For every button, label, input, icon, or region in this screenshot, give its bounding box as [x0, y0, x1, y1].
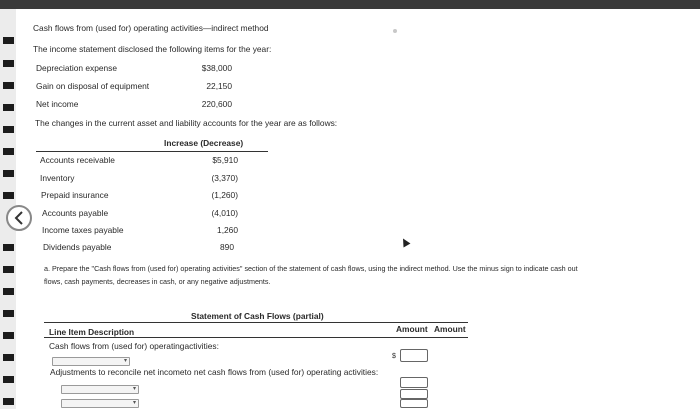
income-item-value: 220,600 — [201, 99, 232, 109]
changes-intro: The changes in the current asset and liability accounts for the year are as follows: — [35, 118, 338, 128]
amount-input[interactable] — [400, 389, 428, 399]
browser-top-bar — [0, 0, 700, 9]
header-rule — [36, 151, 268, 152]
strip-marker — [3, 60, 14, 67]
strip-marker — [3, 170, 14, 177]
strip-marker — [3, 288, 14, 295]
line-item-select[interactable] — [61, 399, 139, 408]
mouse-cursor-icon — [400, 237, 411, 248]
income-intro: The income statement disclosed the following items for the year: — [33, 44, 272, 54]
strip-marker — [3, 266, 14, 273]
strip-marker — [3, 126, 14, 133]
strip-marker — [3, 192, 14, 199]
chevron-down-icon: ▾ — [123, 358, 127, 364]
change-row-value: 890 — [220, 242, 234, 252]
strip-marker — [3, 104, 14, 111]
operating-section-label: Cash flows from (used for) operatingactivities: — [49, 341, 219, 351]
income-item-value: $38,000 — [201, 63, 232, 73]
change-row-label: Prepaid insurance — [41, 190, 109, 200]
change-row-value: (3,370) — [211, 173, 238, 183]
amount-input[interactable] — [400, 399, 428, 408]
change-row-value: (1,260) — [211, 190, 238, 200]
income-item-label: Net income — [36, 99, 79, 109]
income-item-label: Depreciation expense — [36, 63, 118, 73]
statement-title: Statement of Cash Flows (partial) — [191, 311, 324, 321]
income-item-value: 22,150 — [206, 81, 232, 91]
strip-marker — [3, 398, 14, 405]
decorative-dot — [393, 29, 397, 33]
strip-marker — [3, 244, 14, 251]
problem-title: Cash flows from (used for) operating activities—indirect method — [33, 23, 269, 33]
change-row-label: Accounts payable — [42, 208, 109, 218]
income-item-label: Gain on disposal of equipment — [36, 81, 150, 91]
strip-marker — [3, 82, 14, 89]
currency-symbol: $ — [392, 353, 396, 360]
chevron-down-icon: ▾ — [132, 386, 136, 392]
amount-input[interactable] — [400, 377, 428, 388]
strip-marker — [3, 310, 14, 317]
strip-marker — [3, 37, 14, 44]
question-text-line1: a. Prepare the "Cash flows from (used for) operating activities" section of the statement of cash flows, using the indirect method. Use the minus sign to indicate cash out — [44, 264, 578, 273]
column-header-amount: Amount — [396, 324, 428, 334]
change-row-label: Inventory — [40, 173, 75, 183]
chevron-left-icon — [13, 211, 25, 225]
change-row-value: (4,010) — [211, 208, 238, 218]
change-row-value: 1,260 — [217, 225, 238, 235]
column-header-amount: Amount — [434, 324, 466, 334]
line-item-select[interactable] — [52, 357, 130, 366]
chevron-down-icon: ▾ — [132, 400, 136, 406]
changes-column-header: Increase (Decrease) — [164, 138, 244, 148]
column-header-rule — [44, 337, 468, 338]
back-button[interactable] — [6, 205, 32, 231]
statement-title-rule — [44, 322, 468, 323]
strip-marker — [3, 376, 14, 383]
change-row-label: Income taxes payable — [42, 225, 124, 235]
line-item-select[interactable] — [61, 385, 139, 394]
strip-marker — [3, 332, 14, 339]
adjustments-label: Adjustments to reconcile net incometo net cash flows from (used for) operating activities: — [50, 367, 379, 377]
strip-marker — [3, 148, 14, 155]
change-row-label: Accounts receivable — [40, 155, 115, 165]
amount-input[interactable] — [400, 349, 428, 362]
change-row-value: $5,910 — [212, 155, 238, 165]
column-header-description: Line Item Description — [49, 327, 135, 337]
question-text-line2: flows, cash payments, decreases in cash, or any negative adjustments. — [44, 277, 271, 286]
change-row-label: Dividends payable — [43, 242, 112, 252]
strip-marker — [3, 354, 14, 361]
